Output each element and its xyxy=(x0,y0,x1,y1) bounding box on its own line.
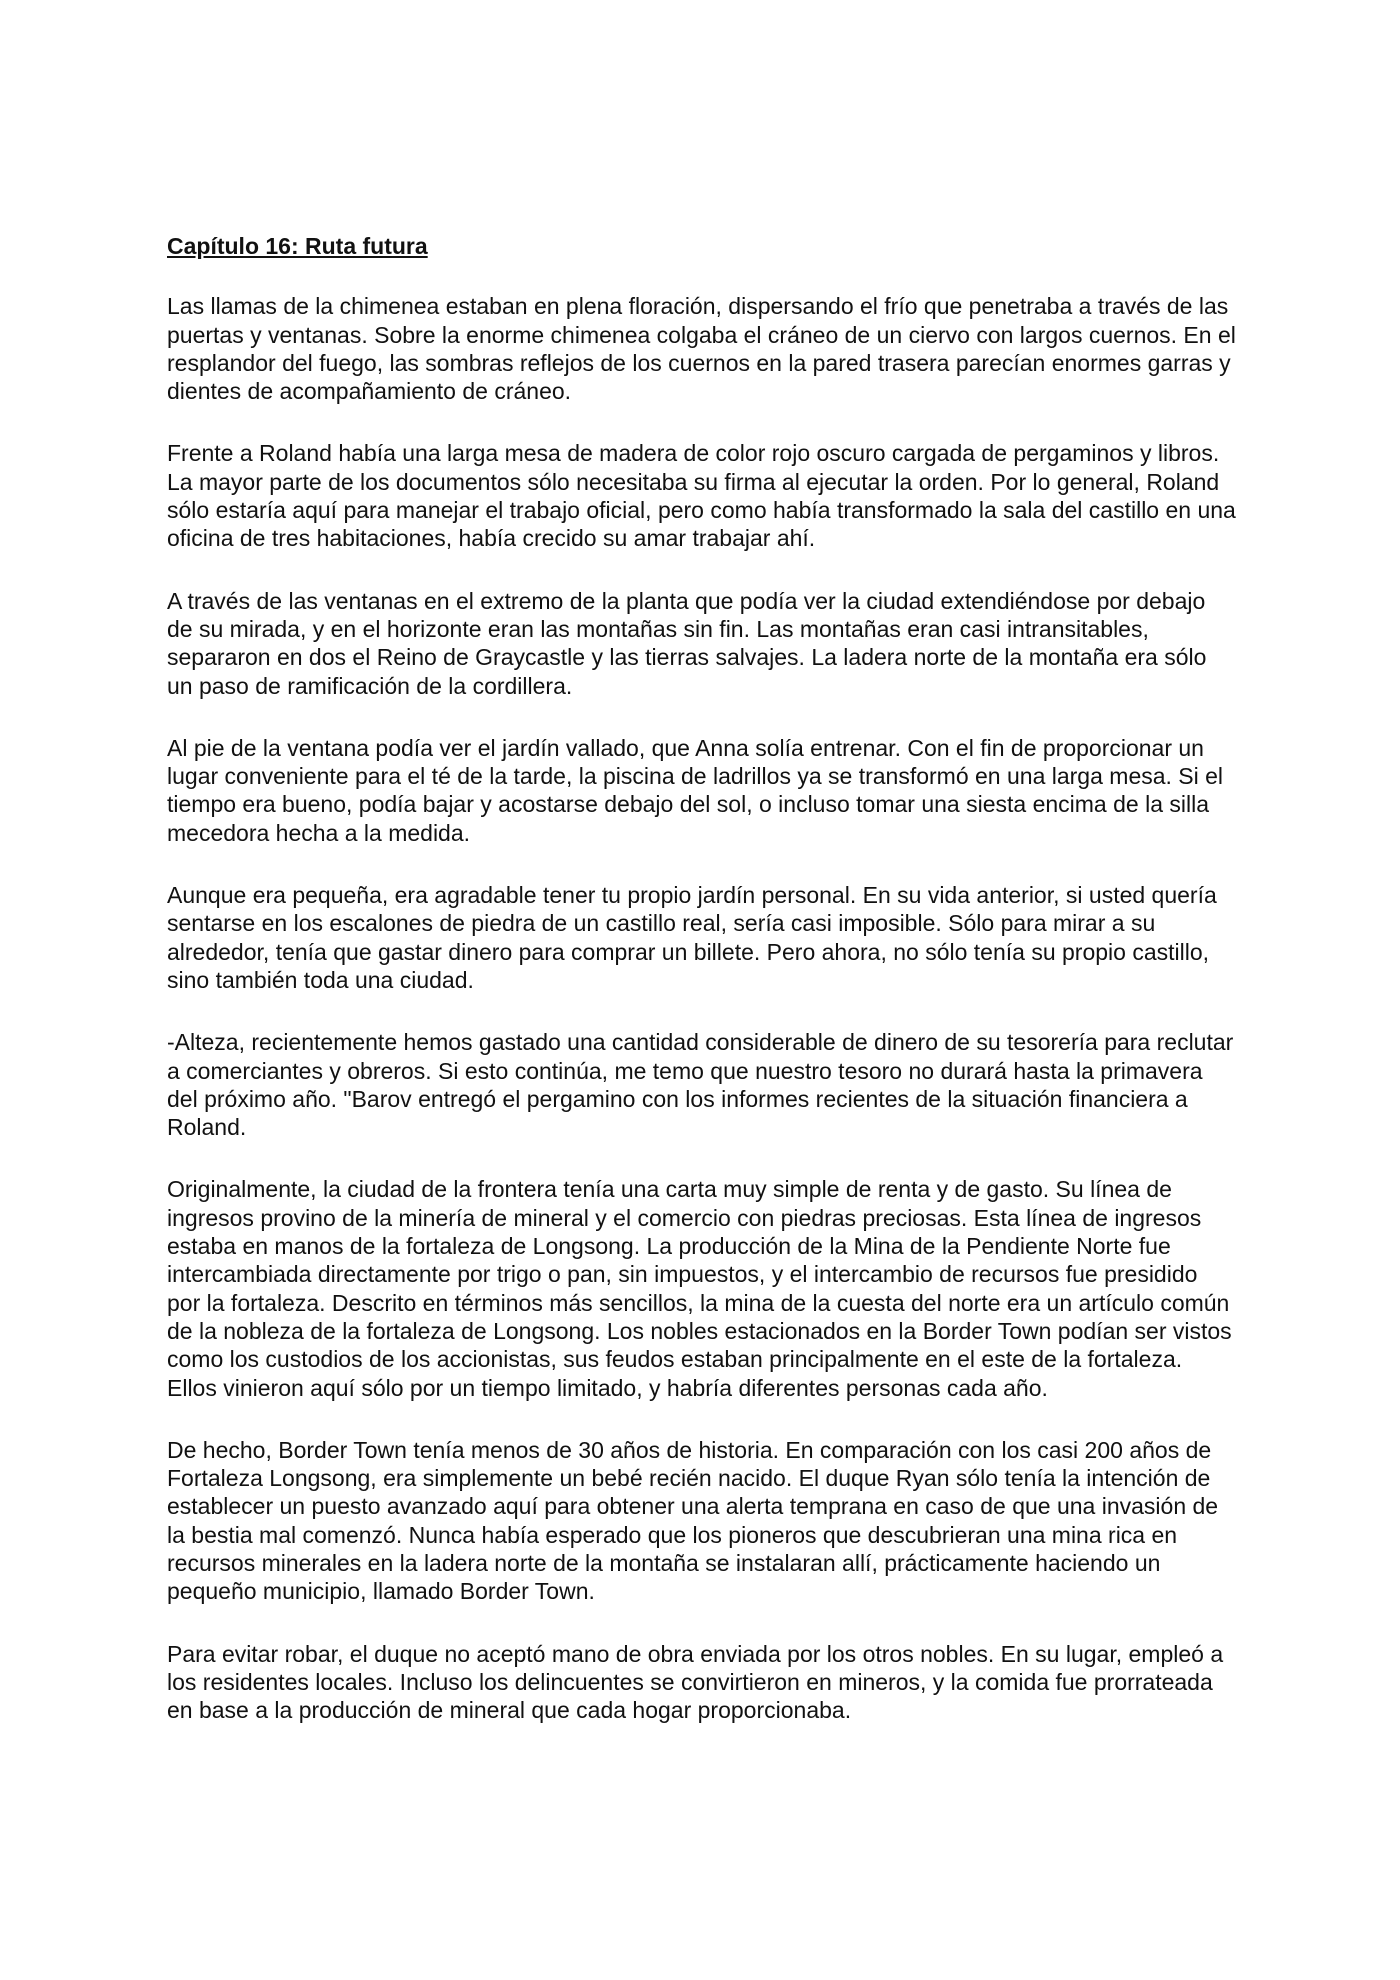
document-page xyxy=(167,232,1237,1758)
paragraph-4: Al pie de la ventana podía ver el jardín vallado, que Anna solía entrenar. Con el fin de proporcionar un lugar conveniente para el té de la tarde, la piscina de ladrillos ya se transformó en una larga mesa. Si el tiempo era bueno, podía bajar y acostarse debajo del sol, o incluso tomar una siesta encima de la silla mecedora hecha a la medida. xyxy=(167,734,1224,846)
paragraph-9: Para evitar robar, el duque no aceptó mano de obra enviada por los otros nobles. En su lugar, empleó a los residentes locales. Incluso los delincuentes se convirtieron en mineros, y la comida fue prorrateada en base a la producción de mineral que cada hogar proporcionaba. xyxy=(167,1640,1224,1724)
paragraph-8: De hecho, Border Town tenía menos de 30 años de historia. En comparación con los casi 200 años de Fortaleza Longsong, era simplemente un bebé recién nacido. El duque Ryan sólo tenía la intención de establecer un puesto avanzado aquí para obtener una alerta temprana en caso de que una invasión de la bestia mal comenzó. Nunca había esperado que los pioneros que descubrieran una mina rica en recursos minerales en la ladera norte de la montaña se instalaran allí, prácticamente haciendo un pequeño municipio, llamado Border Town. xyxy=(167,1436,1219,1605)
paragraph-5: Aunque era pequeña, era agradable tener tu propio jardín personal. En su vida anterior, si usted quería sentarse en los escalones de piedra de un castillo real, sería casi imposible. Sólo para mirar a su alrededor, tenía que gastar dinero para comprar un billete. Pero ahora, no sólo tenía su propio castillo, sino también toda una ciudad. xyxy=(167,882,1217,993)
paragraph-7: Originalmente, la ciudad de la frontera tenía una carta muy simple de renta y de gasto. Su línea de ingresos provino de la minería de mineral y el comercio con piedras preciosas. Esta línea de ingresos estaba en manos de la fortaleza de Longsong. La producción de la Mina de la Pendiente Norte fue intercambiada directamente por trigo o pan, sin impuestos, y el intercambio de recursos fue presidido por la fortaleza. Descrito en términos más sencillos, la mina de la cuesta del norte era un artículo común de la nobleza de la fortaleza de Longsong. Los nobles estacionados en la Border Town podían ser vistos como los custodios de los accionistas, sus feudos estaban principalmente en el este de la fortaleza. Ellos vinieron aquí sólo por un tiempo limitado, y habría diferentes personas cada año. xyxy=(167,1176,1232,1401)
paragraph-2: Frente a Roland había una larga mesa de madera de color rojo oscuro cargada de pergaminos y libros. La mayor parte de los documentos sólo necesitaba su firma al ejecutar la orden. Por lo general, Roland sólo estaría aquí para manejar el trabajo oficial, pero como había transformado la sala del castillo en una oficina de tres habitaciones, había crecido su amar trabajar ahí. xyxy=(167,440,1236,552)
paragraph-1: Las llamas de la chimenea estaban en plena floración, dispersando el frío que penetraba a través de las puertas y ventanas. Sobre la enorme chimenea colgaba el cráneo de un ciervo con largos cuernos. En el resplandor del fuego, las sombras reflejos de los cuernos en la pared trasera parecían enormes garras y dientes de acompañamiento de cráneo. xyxy=(167,293,1236,405)
paragraph-6: -Alteza, recientemente hemos gastado una cantidad considerable de dinero de su tesorería para reclutar a comerciantes y obreros. Si esto continúa, me temo que nuestro tesoro no durará hasta la primavera del próximo año. "Barov entregó el pergamino con los informes recientes de la situación financiera a Roland. xyxy=(167,1029,1234,1141)
chapter-title: Capítulo 16: Ruta futura xyxy=(167,233,428,259)
paragraph-3: A través de las ventanas en el extremo de la planta que podía ver la ciudad extendiéndose por debajo de su mirada, y en el horizonte eran las montañas sin fin. Las montañas eran casi intransitables, separaron en dos el Reino de Graycastle y las tierras salvajes. La ladera norte de la montaña era sólo un paso de ramificación de la cordillera. xyxy=(167,587,1207,699)
